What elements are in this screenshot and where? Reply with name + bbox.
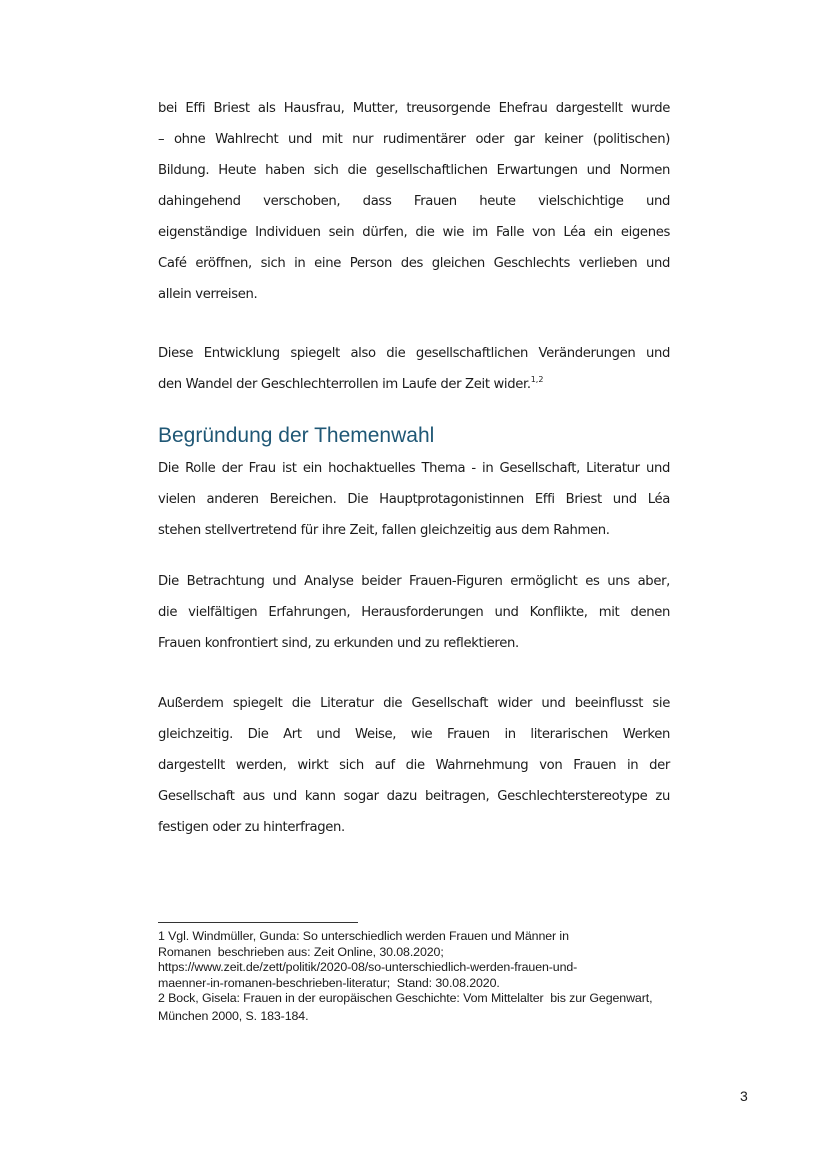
footnote-url-line[interactable]: https://www.zeit.de/zett/politik/2020-08/so-unterschiedlich-werden-frauen-und- <box>158 960 578 974</box>
text-line: stehen stellvertretend für ihre Zeit, fallen gleichzeitig aus dem Rahmen. <box>158 523 610 538</box>
paragraph-intro <box>158 93 670 310</box>
footnotes <box>158 929 728 1024</box>
footnote-line: Romanen beschrieben aus: Zeit Online, 30.08.2020; <box>158 944 444 959</box>
text-line: die vielfältigen Erfahrungen, Herausforderungen und Konflikte, mit denen <box>158 605 670 620</box>
text-line-content: den Wandel der Geschlechterrollen im Laufe der Zeit wider. <box>158 377 531 392</box>
section-heading: Begründung der Themenwahl <box>158 424 435 447</box>
text-line: dargestellt werden, wirkt sich auf die Wahrnehmung von Frauen in der <box>158 758 670 773</box>
text-line <box>158 369 670 400</box>
text-line: Gesellschaft aus und kann sogar dazu beitragen, Geschlechterstereotype zu <box>158 789 670 804</box>
footnote-url-line[interactable]: maenner-in-romanen-beschrieben-literatur; Stand: 30.08.2020. <box>158 975 500 990</box>
paragraph-analysis <box>158 566 670 659</box>
text-line: festigen oder zu hinterfragen. <box>158 820 345 835</box>
text-line: vielen anderen Bereichen. Die Hauptprotagonistinnen Effi Briest und Léa <box>158 492 670 507</box>
text-line: Die Betrachtung und Analyse beider Frauen-Figuren ermöglicht es uns aber, <box>158 574 670 589</box>
text-line: Die Rolle der Frau ist ein hochaktuelles Thema - in Gesellschaft, Literatur und <box>158 461 670 476</box>
text-line: dahingehend verschoben, dass Frauen heute vielschichtige und <box>158 194 670 209</box>
text-line: eigenständige Individuen sein dürfen, die wie im Falle von Léa ein eigenes <box>158 225 670 240</box>
paragraph-literature-society <box>158 688 670 843</box>
footnote-1 <box>158 929 728 991</box>
text-line: Frauen konfrontiert sind, zu erkunden und zu reflektieren. <box>158 636 519 651</box>
footnote-line: 1 Vgl. Windmüller, Gunda: So unterschiedlich werden Frauen und Männer in <box>158 929 569 943</box>
text-line: – ohne Wahlrecht und mit nur rudimentärer oder gar keiner (politischen) <box>158 132 670 147</box>
text-line: allein verreisen. <box>158 287 258 302</box>
footnote-line: München 2000, S. 183-184. <box>158 1008 309 1023</box>
text-line: bei Effi Briest als Hausfrau, Mutter, treusorgende Ehefrau dargestellt wurde <box>158 101 670 116</box>
page-number: 3 <box>740 1088 748 1104</box>
text-line: Bildung. Heute haben sich die gesellschaftlichen Erwartungen und Normen <box>158 163 670 178</box>
footnote-line: 2 Bock, Gisela: Frauen in der europäischen Geschichte: Vom Mittelalter bis zur Gegenwart, <box>158 991 653 1005</box>
text-line: Diese Entwicklung spiegelt also die gesellschaftlichen Veränderungen und <box>158 346 670 361</box>
text-line: Café eröffnen, sich in eine Person des gleichen Geschlechts verlieben und <box>158 256 670 271</box>
text-line: gleichzeitig. Die Art und Weise, wie Frauen in literarischen Werken <box>158 727 670 742</box>
paragraph-development <box>158 338 670 400</box>
footnote-reference[interactable]: 1,2 <box>530 375 544 384</box>
footnote-2 <box>158 991 728 1024</box>
text-line: Außerdem spiegelt die Literatur die Gesellschaft wider und beeinflusst sie <box>158 696 670 711</box>
paragraph-topic-relevance <box>158 453 670 546</box>
footnote-separator <box>158 922 358 923</box>
